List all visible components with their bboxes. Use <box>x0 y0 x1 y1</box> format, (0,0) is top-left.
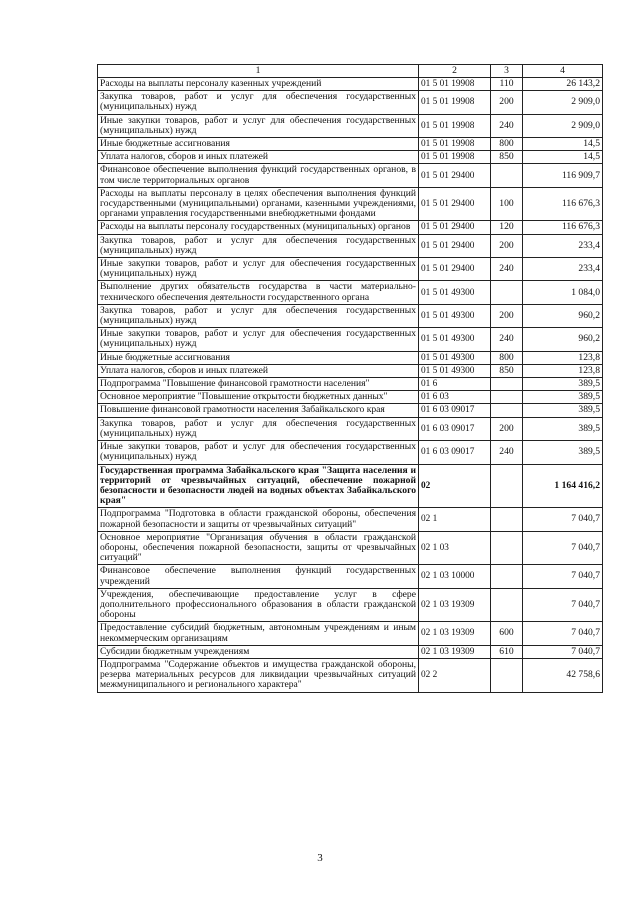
table-row <box>98 351 603 364</box>
row-expense-type <box>491 508 523 531</box>
row-code: 01 6 03 <box>419 391 491 404</box>
row-name: Подпрограмма "Содержание объектов и имущества гражданской обороны, резерва материальных ресурсов для ликвидации чрезвычайных ситуаций межмуниципального и регионального характера" <box>98 658 419 692</box>
row-name: Финансовое обеспечение выполнения функций государственных учреждений <box>98 565 419 588</box>
row-expense-type: 800 <box>491 138 523 151</box>
row-expense-type: 240 <box>491 258 523 281</box>
table-row <box>98 164 603 187</box>
row-code: 01 5 01 19908 <box>419 151 491 164</box>
row-code: 01 6 03 09017 <box>419 417 491 440</box>
row-name: Иные закупки товаров, работ и услуг для обеспечения государственных (муниципальных) нужд <box>98 114 419 137</box>
table-row <box>98 464 603 508</box>
row-amount: 7 040,7 <box>523 645 603 658</box>
row-code: 02 1 03 19309 <box>419 588 491 622</box>
row-code: 01 6 <box>419 378 491 391</box>
table-row <box>98 234 603 257</box>
row-expense-type <box>491 404 523 417</box>
row-amount: 389,5 <box>523 441 603 464</box>
table-row <box>98 364 603 377</box>
table-row <box>98 531 603 565</box>
row-code: 02 <box>419 464 491 508</box>
table-row <box>98 441 603 464</box>
row-code: 02 2 <box>419 658 491 692</box>
row-name: Финансовое обеспечение выполнения функций государственных органов, в том числе территориальных органов <box>98 164 419 187</box>
budget-table <box>97 64 603 693</box>
row-expense-type: 200 <box>491 91 523 114</box>
row-expense-type: 240 <box>491 441 523 464</box>
row-amount: 14,5 <box>523 151 603 164</box>
table-row <box>98 151 603 164</box>
table-row <box>98 378 603 391</box>
row-amount: 2 909,0 <box>523 91 603 114</box>
row-name: Предоставление субсидий бюджетным, автономным учреждениям и иным некоммерческим организациям <box>98 622 419 645</box>
row-name: Иные закупки товаров, работ и услуг для обеспечения государственных (муниципальных) нужд <box>98 441 419 464</box>
row-code: 01 5 01 49300 <box>419 304 491 327</box>
table-row <box>98 281 603 304</box>
row-code: 01 6 03 09017 <box>419 441 491 464</box>
row-name: Закупка товаров, работ и услуг для обеспечения государственных (муниципальных) нужд <box>98 304 419 327</box>
row-name: Расходы на выплаты персоналу государственных (муниципальных) органов <box>98 221 419 234</box>
table-row <box>98 391 603 404</box>
row-code: 01 5 01 19908 <box>419 78 491 91</box>
row-code: 01 5 01 29400 <box>419 164 491 187</box>
row-expense-type <box>491 565 523 588</box>
row-expense-type <box>491 531 523 565</box>
row-expense-type <box>491 164 523 187</box>
row-code: 01 5 01 29400 <box>419 187 491 221</box>
row-amount: 233,4 <box>523 234 603 257</box>
row-name: Расходы на выплаты персоналу в целях обеспечения выполнения функций государственными (муниципальными) органами, казенными учреждениями, органами управления государственными внебюджетными фондами <box>98 187 419 221</box>
row-code: 02 1 03 19309 <box>419 645 491 658</box>
column-header-3: 3 <box>491 65 523 78</box>
table-body <box>98 78 603 693</box>
row-code: 01 5 01 19908 <box>419 138 491 151</box>
row-expense-type: 850 <box>491 151 523 164</box>
row-code: 02 1 03 10000 <box>419 565 491 588</box>
row-name: Закупка товаров, работ и услуг для обеспечения государственных (муниципальных) нужд <box>98 234 419 257</box>
row-amount: 389,5 <box>523 378 603 391</box>
table-row <box>98 508 603 531</box>
table-row <box>98 114 603 137</box>
row-amount: 116 676,3 <box>523 187 603 221</box>
row-expense-type <box>491 378 523 391</box>
row-code: 01 5 01 19908 <box>419 114 491 137</box>
row-amount: 116 676,3 <box>523 221 603 234</box>
row-name: Уплата налогов, сборов и иных платежей <box>98 364 419 377</box>
row-amount: 960,2 <box>523 328 603 351</box>
row-expense-type <box>491 464 523 508</box>
row-amount: 960,2 <box>523 304 603 327</box>
row-amount: 233,4 <box>523 258 603 281</box>
row-code: 02 1 03 <box>419 531 491 565</box>
row-expense-type: 100 <box>491 187 523 221</box>
row-name: Подпрограмма "Подготовка в области гражданской обороны, обеспечения пожарной безопасности и защиты от чрезвычайных ситуаций" <box>98 508 419 531</box>
row-name: Иные закупки товаров, работ и услуг для обеспечения государственных (муниципальных) нужд <box>98 328 419 351</box>
row-name: Иные закупки товаров, работ и услуг для обеспечения государственных (муниципальных) нужд <box>98 258 419 281</box>
table-row <box>98 645 603 658</box>
row-code: 01 5 01 29400 <box>419 234 491 257</box>
row-name: Закупка товаров, работ и услуг для обеспечения государственных (муниципальных) нужд <box>98 91 419 114</box>
row-expense-type: 120 <box>491 221 523 234</box>
row-name: Уплата налогов, сборов и иных платежей <box>98 151 419 164</box>
row-expense-type <box>491 658 523 692</box>
row-name: Основное мероприятие "Повышение открытости бюджетных данных" <box>98 391 419 404</box>
row-amount: 1 164 416,2 <box>523 464 603 508</box>
table-row <box>98 565 603 588</box>
row-expense-type: 600 <box>491 622 523 645</box>
row-name: Учреждения, обеспечивающие предоставление услуг в сфере дополнительного профессионального образования в области гражданской обороны <box>98 588 419 622</box>
row-amount: 7 040,7 <box>523 622 603 645</box>
row-code: 01 5 01 49300 <box>419 351 491 364</box>
row-amount: 7 040,7 <box>523 531 603 565</box>
row-expense-type <box>491 281 523 304</box>
row-expense-type: 850 <box>491 364 523 377</box>
row-expense-type: 200 <box>491 417 523 440</box>
row-amount: 116 909,7 <box>523 164 603 187</box>
row-name: Расходы на выплаты персоналу казенных учреждений <box>98 78 419 91</box>
table-row <box>98 78 603 91</box>
row-expense-type <box>491 588 523 622</box>
table-row <box>98 258 603 281</box>
row-amount: 7 040,7 <box>523 508 603 531</box>
row-expense-type: 110 <box>491 78 523 91</box>
row-expense-type: 240 <box>491 328 523 351</box>
row-name: Повышение финансовой грамотности населения Забайкальского края <box>98 404 419 417</box>
table-row <box>98 658 603 692</box>
row-amount: 26 143,2 <box>523 78 603 91</box>
page-number: 3 <box>317 852 323 864</box>
row-expense-type: 200 <box>491 234 523 257</box>
row-expense-type: 800 <box>491 351 523 364</box>
table-row <box>98 404 603 417</box>
table-row <box>98 138 603 151</box>
row-code: 01 5 01 49300 <box>419 364 491 377</box>
row-code: 01 5 01 49300 <box>419 281 491 304</box>
table-row <box>98 304 603 327</box>
row-expense-type: 610 <box>491 645 523 658</box>
row-amount: 389,5 <box>523 417 603 440</box>
row-name: Иные бюджетные ассигнования <box>98 138 419 151</box>
row-name: Иные бюджетные ассигнования <box>98 351 419 364</box>
table-row <box>98 417 603 440</box>
row-amount: 42 758,6 <box>523 658 603 692</box>
row-code: 01 5 01 49300 <box>419 328 491 351</box>
row-amount: 14,5 <box>523 138 603 151</box>
row-amount: 389,5 <box>523 404 603 417</box>
column-header-4: 4 <box>523 65 603 78</box>
row-name: Подпрограмма "Повышение финансовой грамотности населения" <box>98 378 419 391</box>
table-header-row <box>98 65 603 78</box>
table-row <box>98 622 603 645</box>
row-amount: 2 909,0 <box>523 114 603 137</box>
row-code: 01 5 01 19908 <box>419 91 491 114</box>
row-expense-type: 240 <box>491 114 523 137</box>
row-code: 02 1 <box>419 508 491 531</box>
row-amount: 7 040,7 <box>523 565 603 588</box>
row-amount: 389,5 <box>523 391 603 404</box>
row-expense-type: 200 <box>491 304 523 327</box>
row-code: 01 5 01 29400 <box>419 221 491 234</box>
column-header-1: 1 <box>98 65 419 78</box>
row-amount: 123,8 <box>523 364 603 377</box>
row-amount: 7 040,7 <box>523 588 603 622</box>
row-name: Субсидии бюджетным учреждениям <box>98 645 419 658</box>
row-name: Основное мероприятие "Организация обучения в области гражданской обороны, обеспечения пожарной безопасности, защиты от чрезвычайных ситуаций" <box>98 531 419 565</box>
row-name: Закупка товаров, работ и услуг для обеспечения государственных (муниципальных) нужд <box>98 417 419 440</box>
table-row <box>98 221 603 234</box>
column-header-2: 2 <box>419 65 491 78</box>
row-code: 01 6 03 09017 <box>419 404 491 417</box>
table-row <box>98 588 603 622</box>
row-expense-type <box>491 391 523 404</box>
row-amount: 123,8 <box>523 351 603 364</box>
row-code: 02 1 03 19309 <box>419 622 491 645</box>
table-row <box>98 91 603 114</box>
row-name: Выполнение других обязательств государства в части материально-технического обеспечения деятельности государственного органа <box>98 281 419 304</box>
row-amount: 1 084,0 <box>523 281 603 304</box>
row-name: Государственная программа Забайкальского края "Защита населения и территорий от чрезвычайных ситуаций, обеспечение пожарной безопасности и безопасности людей на водных объектах Забайкальского края" <box>98 464 419 508</box>
table-row <box>98 328 603 351</box>
table-row <box>98 187 603 221</box>
row-code: 01 5 01 29400 <box>419 258 491 281</box>
